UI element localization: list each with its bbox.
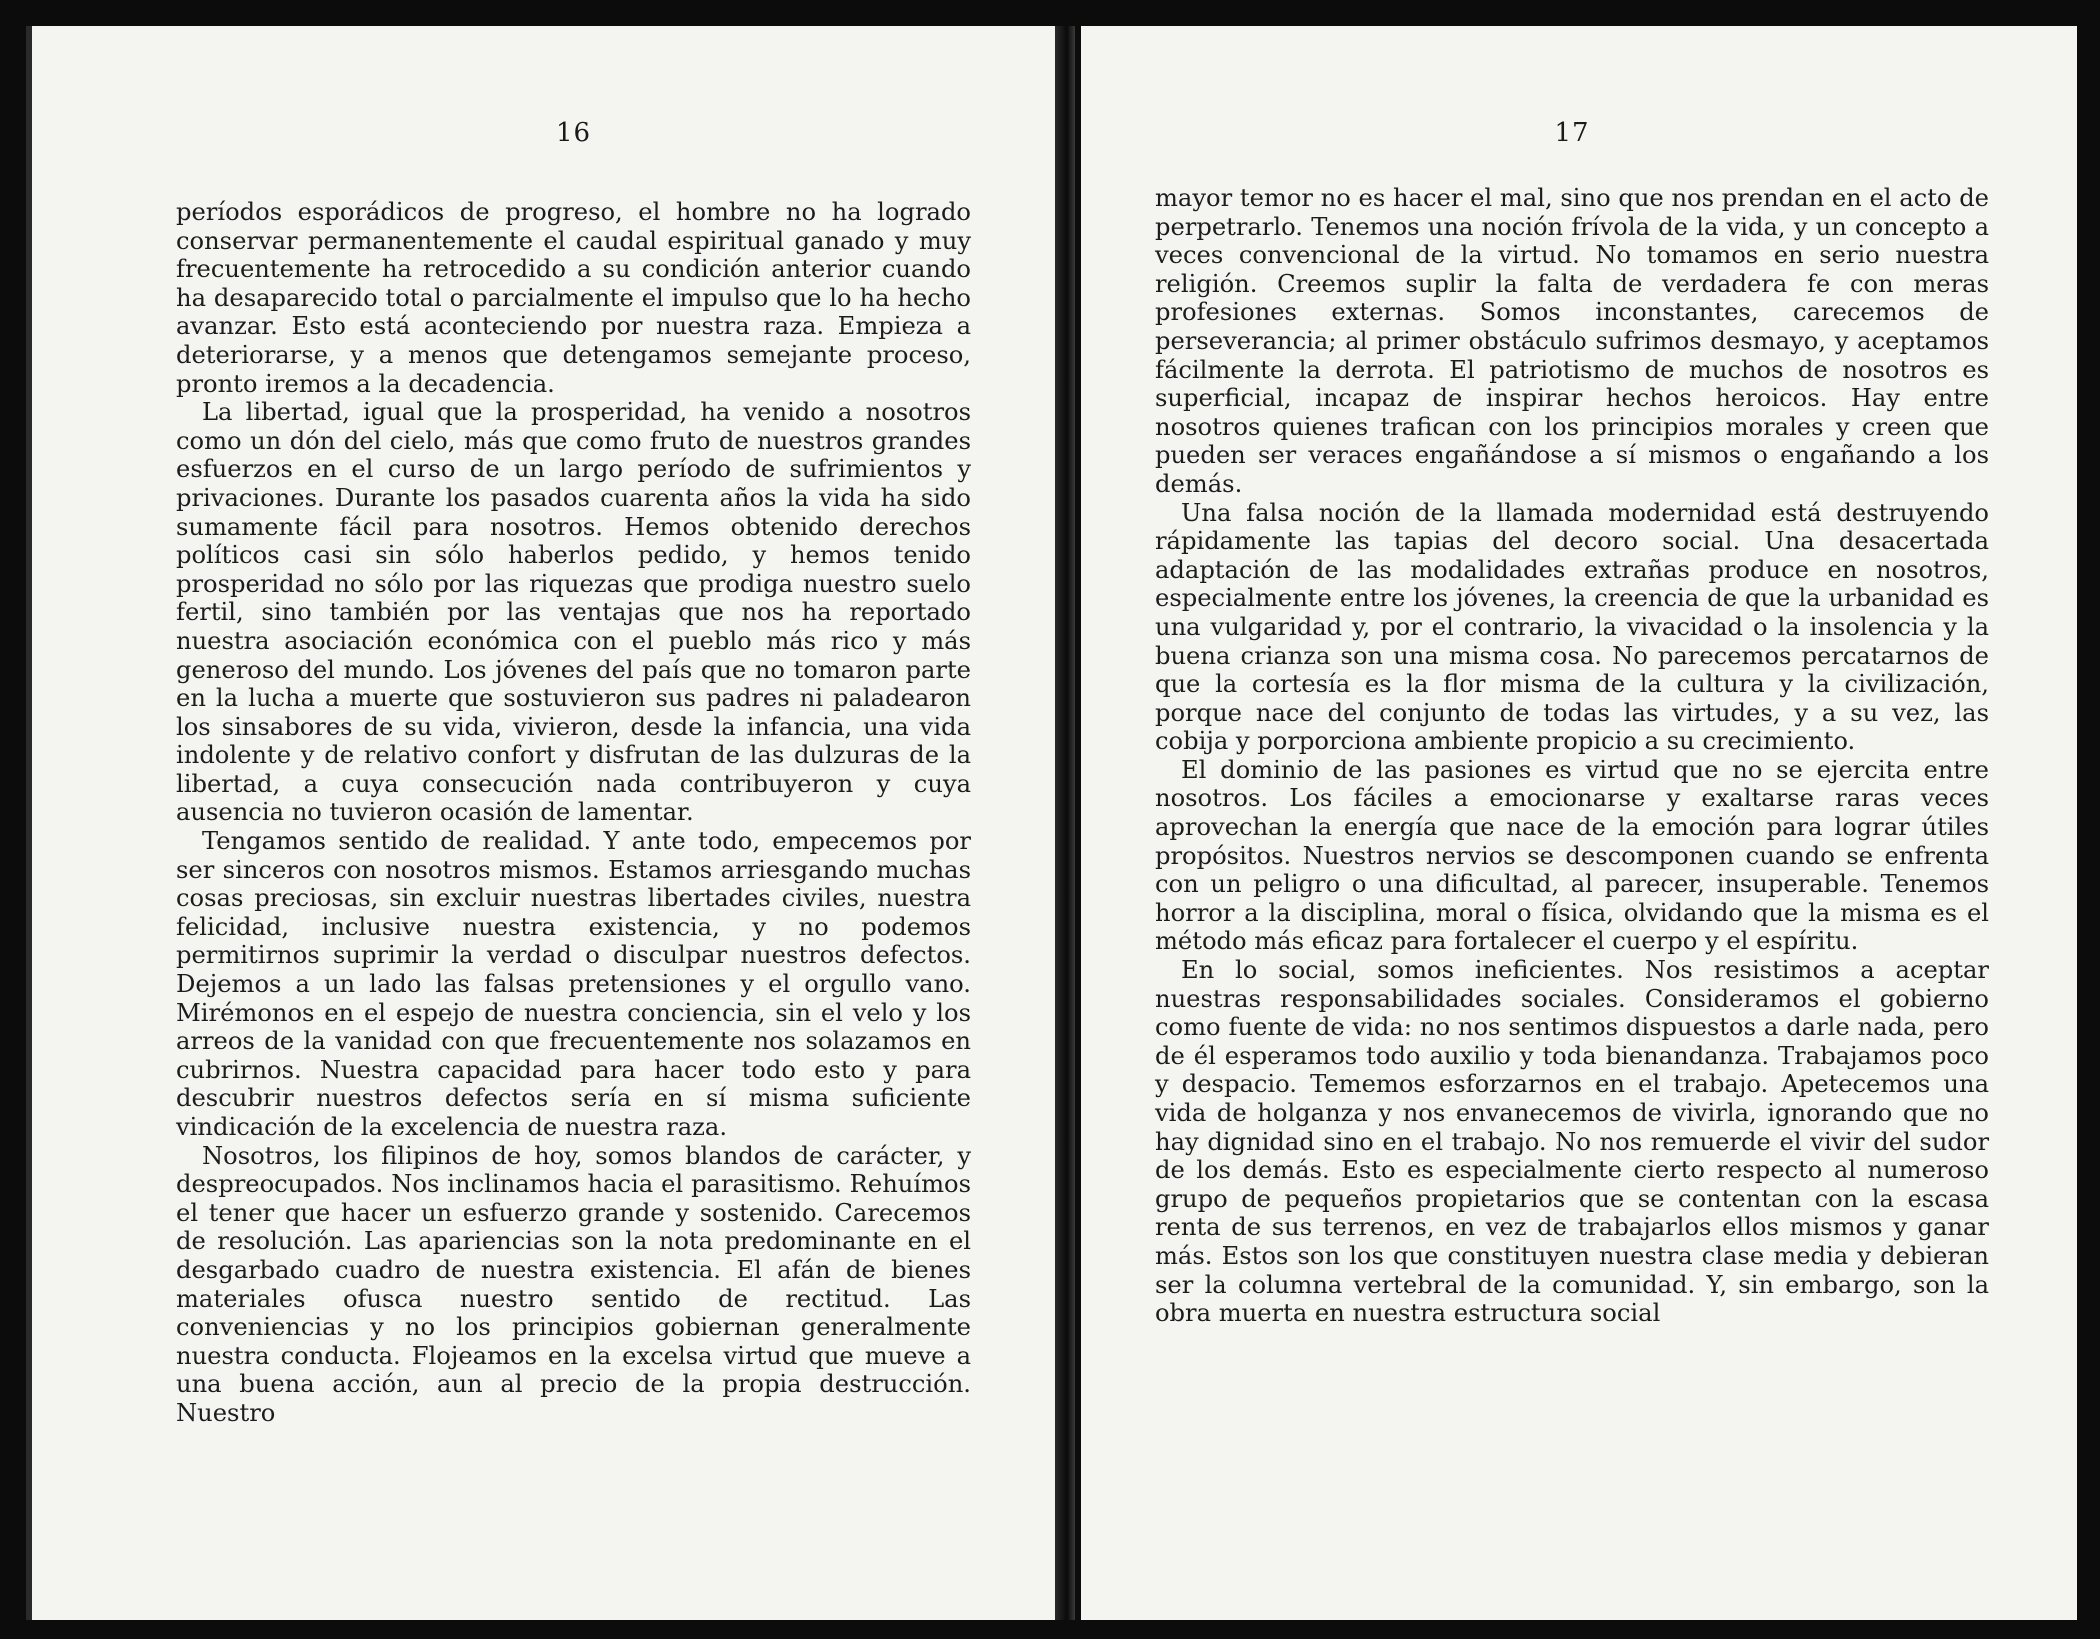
page-number: 17 [1554, 118, 1590, 148]
paragraph: Nosotros, los filipinos de hoy, somos blandos de carácter, y despreocupados. Nos inclinamos hacia el parasitismo. Rehuímos el tener que hacer un esfuerzo grande y sostenido. Carecemos de resolución. Las apariencias son la nota predominante en el desgarbado cuadro de nuestra existencia. El afán de bienes materiales ofusca nuestro sentido de rectitud. Las conveniencias y no los principios gobiernan generalmente nuestra conducta. Flojeamos en la excelsa virtud que mueve a una buena acción, aun al precio de la propia destrucción. Nuestro [176, 1141, 971, 1427]
paragraph: mayor temor no es hacer el mal, sino que nos prendan en el acto de perpetrarlo. Tenemos una noción frívola de la vida, y un concepto a veces convencional de la virtud. No tomamos en serio nuestra religión. Creemos suplir la falta de verdadera fe con meras profesiones externas. Somos inconstantes, carecemos de perseverancia; al primer obstáculo sufrimos desmayo, y aceptamos fácilmente la derrota. El patriotismo de muchos de nosotros es superficial, incapaz de inspirar hechos heroicos. Hay entre nosotros quienes trafican con los principios morales y creen que pueden ser veraces engañándose a sí mismos o engañando a los demás. [1155, 184, 1989, 498]
page-edge-shadow [26, 26, 32, 1620]
page-body [1155, 184, 1989, 1328]
paragraph: La libertad, igual que la prosperidad, ha venido a nosotros como un dón del cielo, más que como fruto de nuestros grandes esfuerzos en el curso de un largo período de sufrimientos y privaciones. Durante los pasados cuarenta años la vida ha sido sumamente fácil para nosotros. Hemos obtenido derechos políticos casi sin sólo haberlos pedido, y hemos tenido prosperidad no sólo por las riquezas que prodiga nuestro suelo fertil, sino también por las ventajas que nos ha reportado nuestra asociación económica con el pueblo más rico y más generoso del mundo. Los jóvenes del país que no tomaron parte en la lucha a muerte que sostuvieron sus padres ni paladearon los sinsabores de su vida, vivieron, desde la infancia, una vida indolente y de relativo confort y disfrutan de las dulzuras de la libertad, a cuya consecución nada contribuyeron y cuya ausencia no tuvieron ocasión de lamentar. [176, 398, 971, 827]
page-number: 16 [555, 118, 592, 148]
paragraph: períodos esporádicos de progreso, el hombre no ha logrado conservar permanentemente el caudal espiritual ganado y muy frecuentemente ha retrocedido a su condición anterior cuando ha desaparecido total o parcialmente el impulso que lo ha hecho avanzar. Esto está aconteciendo por nuestra raza. Empieza a deteriorarse, y a menos que detengamos semejante proceso, pronto iremos a la decadencia. [176, 198, 971, 398]
left-page [26, 26, 1071, 1620]
paragraph: En lo social, somos ineficientes. Nos resistimos a aceptar nuestras responsabilidades sociales. Consideramos el gobierno como fuente de vida: no nos sentimos dispuestos a darle nada, pero de él esperamos todo auxilio y toda bienandanza. Trabajamos poco y despacio. Tememos esforzarnos en el trabajo. Apetecemos una vida de holganza y nos envanecemos de vivirla, ignorando que no hay dignidad sino en el trabajo. No nos remuerde el vivir del sudor de los demás. Esto es especialmente cierto respecto al numeroso grupo de pequeños propietarios que se contentan con la escasa renta de sus terrenos, en vez de trabajarlos ellos mismos y ganar más. Estos son los que constituyen nuestra clase media y debieran ser la columna vertebral de la comunidad. Y, sin embargo, son la obra muerta en nuestra estructura social [1155, 956, 1989, 1328]
paragraph: Una falsa noción de la llamada modernidad está destruyendo rápidamente las tapias del decoro social. Una desacertada adaptación de las modalidades extrañas produce en nosotros, especialmente entre los jóvenes, la creencia de que la urbanidad es una vulgaridad y, por el contrario, la vivacidad o la insolencia y la buena crianza son una misma cosa. No parecemos percatarnos de que la cortesía es la flor misma de la cultura y la civilización, porque nace del conjunto de todas las virtudes, y a su vez, las cobija y porporciona ambiente propicio a su crecimiento. [1155, 498, 1989, 756]
paragraph: Tengamos sentido de realidad. Y ante todo, empecemos por ser sinceros con nosotros mismos. Estamos arriesgando muchas cosas preciosas, sin excluir nuestras libertades civiles, nuestra felicidad, inclusive nuestra existencia, y no podemos permitirnos suprimir la verdad o disculpar nuestros defectos. Dejemos a un lado las falsas pretensiones y el orgullo vano. Mirémonos en el espejo de nuestra conciencia, sin el velo y los arreos de la vanidad con que frecuentemente nos solazamos en cubrirnos. Nuestra capacidad para hacer todo esto y para descubrir nuestros defectos sería en sí misma suficiente vindicación de la excelencia de nuestra raza. [176, 827, 971, 1141]
book-gutter [1055, 26, 1075, 1620]
page-body [176, 198, 971, 1428]
right-page [1081, 26, 2077, 1620]
paragraph: El dominio de las pasiones es virtud que no se ejercita entre nosotros. Los fáciles a emocionarse y exaltarse raras veces aprovechan la energía que nace de la emoción para lograr útiles propósitos. Nuestros nervios se descomponen cuando se enfrenta con un peligro o una dificultad, al parecer, insuperable. Tenemos horror a la disciplina, moral o física, olvidando que la misma es el método más eficaz para fortalecer el cuerpo y el espíritu. [1155, 755, 1989, 956]
